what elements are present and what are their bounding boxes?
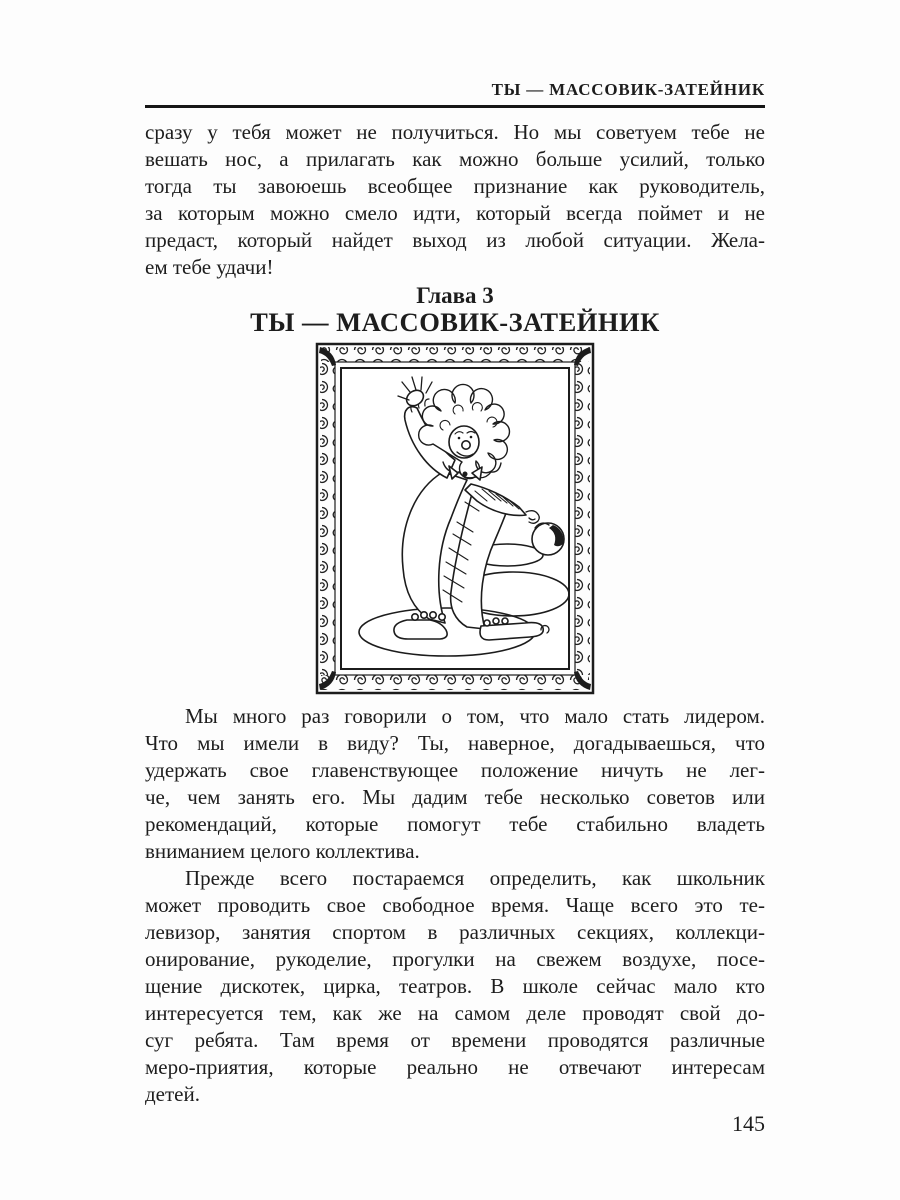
text-line: рекомендаций, которые помогут тебе стабильно владеть (145, 812, 765, 836)
text-line: вниманием целого коллектива. (145, 839, 420, 863)
paragraph (145, 865, 765, 1108)
clown-illustration (315, 342, 595, 695)
clown-nose (462, 441, 470, 449)
chapter-kicker: Глава 3 (416, 283, 494, 308)
text-line: левизор, занятия спортом в различных секциях, коллекци- (145, 920, 765, 944)
text-line: суг ребята. Там время от времени проводятся различные (145, 1028, 765, 1052)
text-line: детей. (145, 1082, 200, 1106)
left-shoe (394, 620, 447, 639)
text-line: вешать нос, а прилагать как можно больше усилий, только (145, 147, 765, 171)
text-line: удержать свое главенствующее положение ничуть не лег- (145, 758, 765, 782)
text-line: Что мы имели в виду? Ты, наверное, догадываешься, что (145, 731, 765, 755)
chapter-title: ТЫ — МАССОВИК-ЗАТЕЙНИК (250, 307, 660, 337)
text-line: онирование, рукоделие, прогулки на свежем воздухе, посе- (145, 947, 765, 971)
paragraph (145, 703, 765, 865)
text-line: меро-приятия, которые реально не отвечают интересам (145, 1055, 765, 1079)
text-column (145, 0, 765, 1136)
text-line: может проводить свое свободное время. Чаще всего это те- (145, 893, 765, 917)
text-line: интересуется тем, как же на самом деле проводят свой до- (145, 1001, 765, 1025)
text-line: сразу у тебя может не получиться. Но мы советуем тебе не (145, 120, 765, 144)
paragraph (145, 119, 765, 281)
running-header: ТЫ — МАССОВИК-ЗАТЕЙНИК (491, 80, 765, 99)
text-line: Мы много раз говорили о том, что мало стать лидером. (185, 704, 765, 728)
text-line: предаст, который найдет выход из любой ситуации. Жела- (145, 228, 765, 252)
header-rule (145, 105, 765, 108)
text-line: щение дискотек, цирка, театров. В школе сейчас мало кто (145, 974, 765, 998)
text-line: Прежде всего постараемся определить, как школьник (185, 866, 765, 890)
text-line: че, чем занять его. Мы дадим тебе несколько советов или (145, 785, 765, 809)
ornamental-frame-svg (315, 342, 595, 695)
page-number: 145 (732, 1111, 765, 1136)
text-line: тогда ты завоюешь всеобщее признание как руководитель, (145, 174, 765, 198)
text-line: ем тебе удачи! (145, 255, 274, 279)
text-line: за которым можно смело идти, который всегда поймет и не (145, 201, 765, 225)
